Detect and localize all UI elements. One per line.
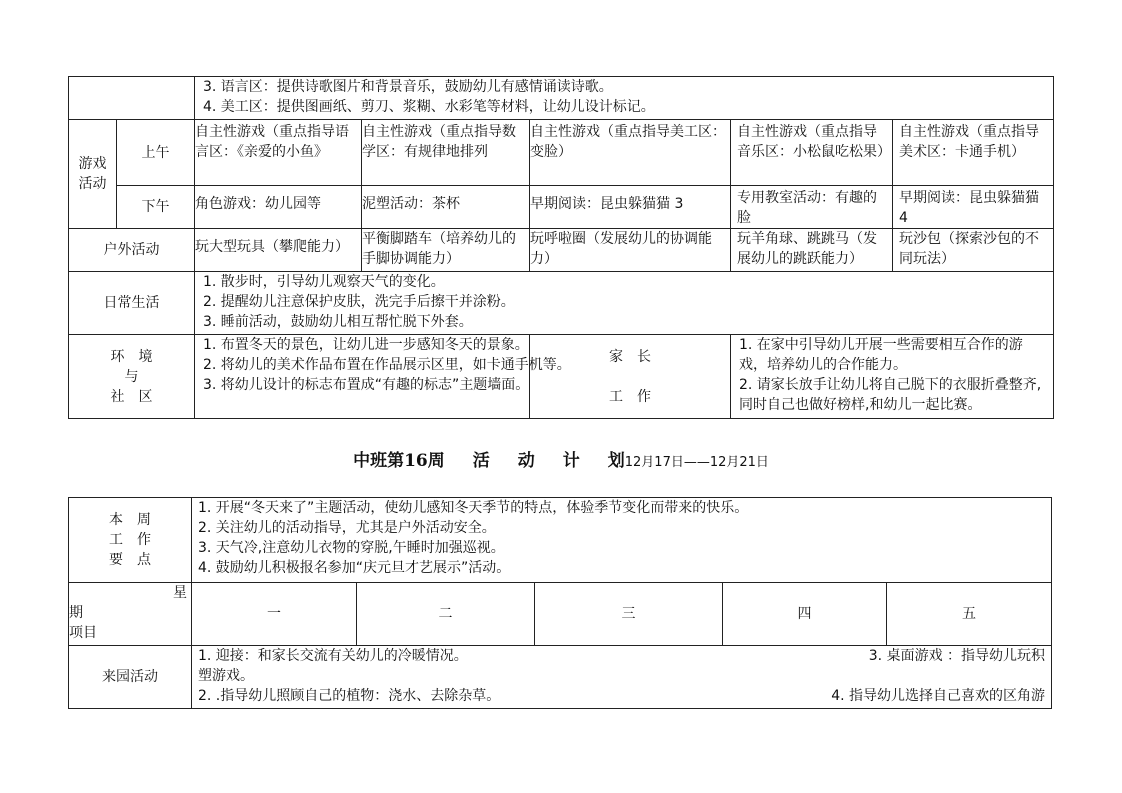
am-cell-3: 自主性游戏（重点指导美工区：变脸） [530,120,731,186]
day-monday: 一 [192,583,357,646]
parent-line-1: 1. 在家中引导幼儿开展一些需要相互合作的游戏，培养幼儿的合作能力。 [739,337,1023,373]
arrival-item-3: 3. 桌面游戏 ：指导幼儿玩积 [868,648,1046,664]
arrival-item-3-cont: 塑游戏。 [198,668,254,684]
focus-line-3: 3. 天气冷,注意幼儿衣物的穿脱,午睡时加强巡视。 [198,540,505,556]
arrival-activity-cell [192,646,1052,709]
weekday-item-header: 星 期 项目 [69,583,192,646]
focus-line-2: 2. 关注幼儿的活动指导，尤其是户外活动安全。 [198,520,496,536]
am-cell-4: 自主性游戏（重点指导音乐区：小松鼠吃松果） [731,120,893,186]
day-tuesday: 二 [357,583,535,646]
morning-label: 上午 [117,120,195,186]
title-char-4: 划 [607,451,625,471]
title-char-1: 活 [472,451,490,471]
pm-cell-1: 角色游戏：幼儿园等 [195,186,362,229]
weekly-focus-cell [192,498,1052,583]
arrival-row-1 [198,646,1045,666]
daily-line-2: 2. 提醒幼儿注意保护皮肤，洗完手后擦干并涂粉。 [203,294,515,310]
outdoor-label: 户外活动 [69,229,195,272]
env-line-1: 1. 布置冬天的景色，让幼儿进一步感知冬天的景象。 [203,337,529,353]
am-cell-5: 自主性游戏（重点指导美术区：卡通手机） [893,120,1054,186]
area-line-4: 4. 美工区：提供图画纸、剪刀、浆糊、水彩笔等材料，让幼儿设计标记。 [203,99,655,115]
pm-cell-3: 早期阅读：昆虫躲猫猫 3 [530,186,731,229]
parent-work-cell [731,335,1054,419]
focus-line-1: 1. 开展“冬天来了”主题活动，使幼儿感知冬天季节的特点，体验季节变化而带来的快乐。 [198,500,749,516]
env-line-3: 3. 将幼儿设计的标志布置成“有趣的标志”主题墙面。 [203,377,530,393]
outdoor-cell-4: 玩羊角球、跳跳马（发展幼儿的跳跃能力） [731,229,893,272]
blank-cell [69,77,195,120]
outdoor-cell-1: 玩大型玩具（攀爬能力） [195,229,362,272]
arrival-item-2: 2. .指导幼儿照顾自己的植物：浇水、去除杂草。 [198,688,501,704]
outdoor-cell-3: 玩呼啦圈（发展幼儿的协调能力） [530,229,731,272]
environment-cell [195,335,571,419]
day-friday: 五 [887,583,1052,646]
week15-plan-table [68,76,1054,419]
title-dates: 12月17日——12月21日 [624,455,769,470]
game-activity-label: 游戏 活动 [69,120,117,229]
pm-cell-5: 早期阅读：昆虫躲猫猫 4 [893,186,1054,229]
outdoor-cell-2: 平衡脚踏车（培养幼儿的手脚协调能力） [362,229,530,272]
daily-life-cell [195,272,1054,335]
parent-line-2: 2. 请家长放手让幼儿将自己脱下的衣服折叠整齐,同时自己也做好榜样,和幼儿一起比赛。 [739,377,1042,413]
parent-work-label: 家 长 工 作 [530,335,731,419]
title-char-3: 计 [562,451,580,471]
afternoon-label: 下午 [117,186,195,229]
outdoor-cell-5: 玩沙包（探索沙包的不同玩法） [893,229,1054,272]
title-week: 第16周 [387,451,445,471]
title-char-2: 动 [517,451,535,471]
am-cell-1: 自主性游戏（重点指导语言区：《亲爱的小鱼》 [195,120,362,186]
arrival-item-4: 4. 指导幼儿选择自己喜欢的区角游 [831,688,1046,704]
focus-line-4: 4. 鼓励幼儿积极报名参加“庆元旦才艺展示”活动。 [198,560,511,576]
title-class: 中班 [353,451,388,471]
area-line-3: 3. 语言区：提供诗歌图片和背景音乐，鼓励幼儿有感情诵读诗歌。 [203,79,613,95]
daily-line-3: 3. 睡前活动，鼓励幼儿相互帮忙脱下外套。 [203,314,473,330]
pm-cell-2: 泥塑活动：茶杯 [362,186,530,229]
arrival-activity-label: 来园活动 [69,646,192,709]
day-thursday: 四 [723,583,887,646]
page-title [0,446,1122,471]
weekly-focus-label: 本 周 工 作 要 点 [69,498,192,583]
env-line-2: 2. 将幼儿的美术作品布置在作品展示区里，如卡通手机等。 [203,357,571,373]
arrival-item-1: 1. 迎接：和家长交流有关幼儿的冷暖情况。 [198,648,468,664]
pm-cell-4: 专用教室活动：有趣的脸 [731,186,893,229]
environment-label: 环 境 与 社 区 [69,335,195,419]
week16-plan-table [68,497,1052,709]
area-materials-cell [195,77,1054,120]
daily-line-1: 1. 散步时，引导幼儿观察天气的变化。 [203,274,445,290]
day-wednesday: 三 [535,583,723,646]
daily-life-label: 日常生活 [69,272,195,335]
arrival-row-2 [198,686,1045,706]
am-cell-2: 自主性游戏（重点指导数学区：有规律地排列 [362,120,530,186]
